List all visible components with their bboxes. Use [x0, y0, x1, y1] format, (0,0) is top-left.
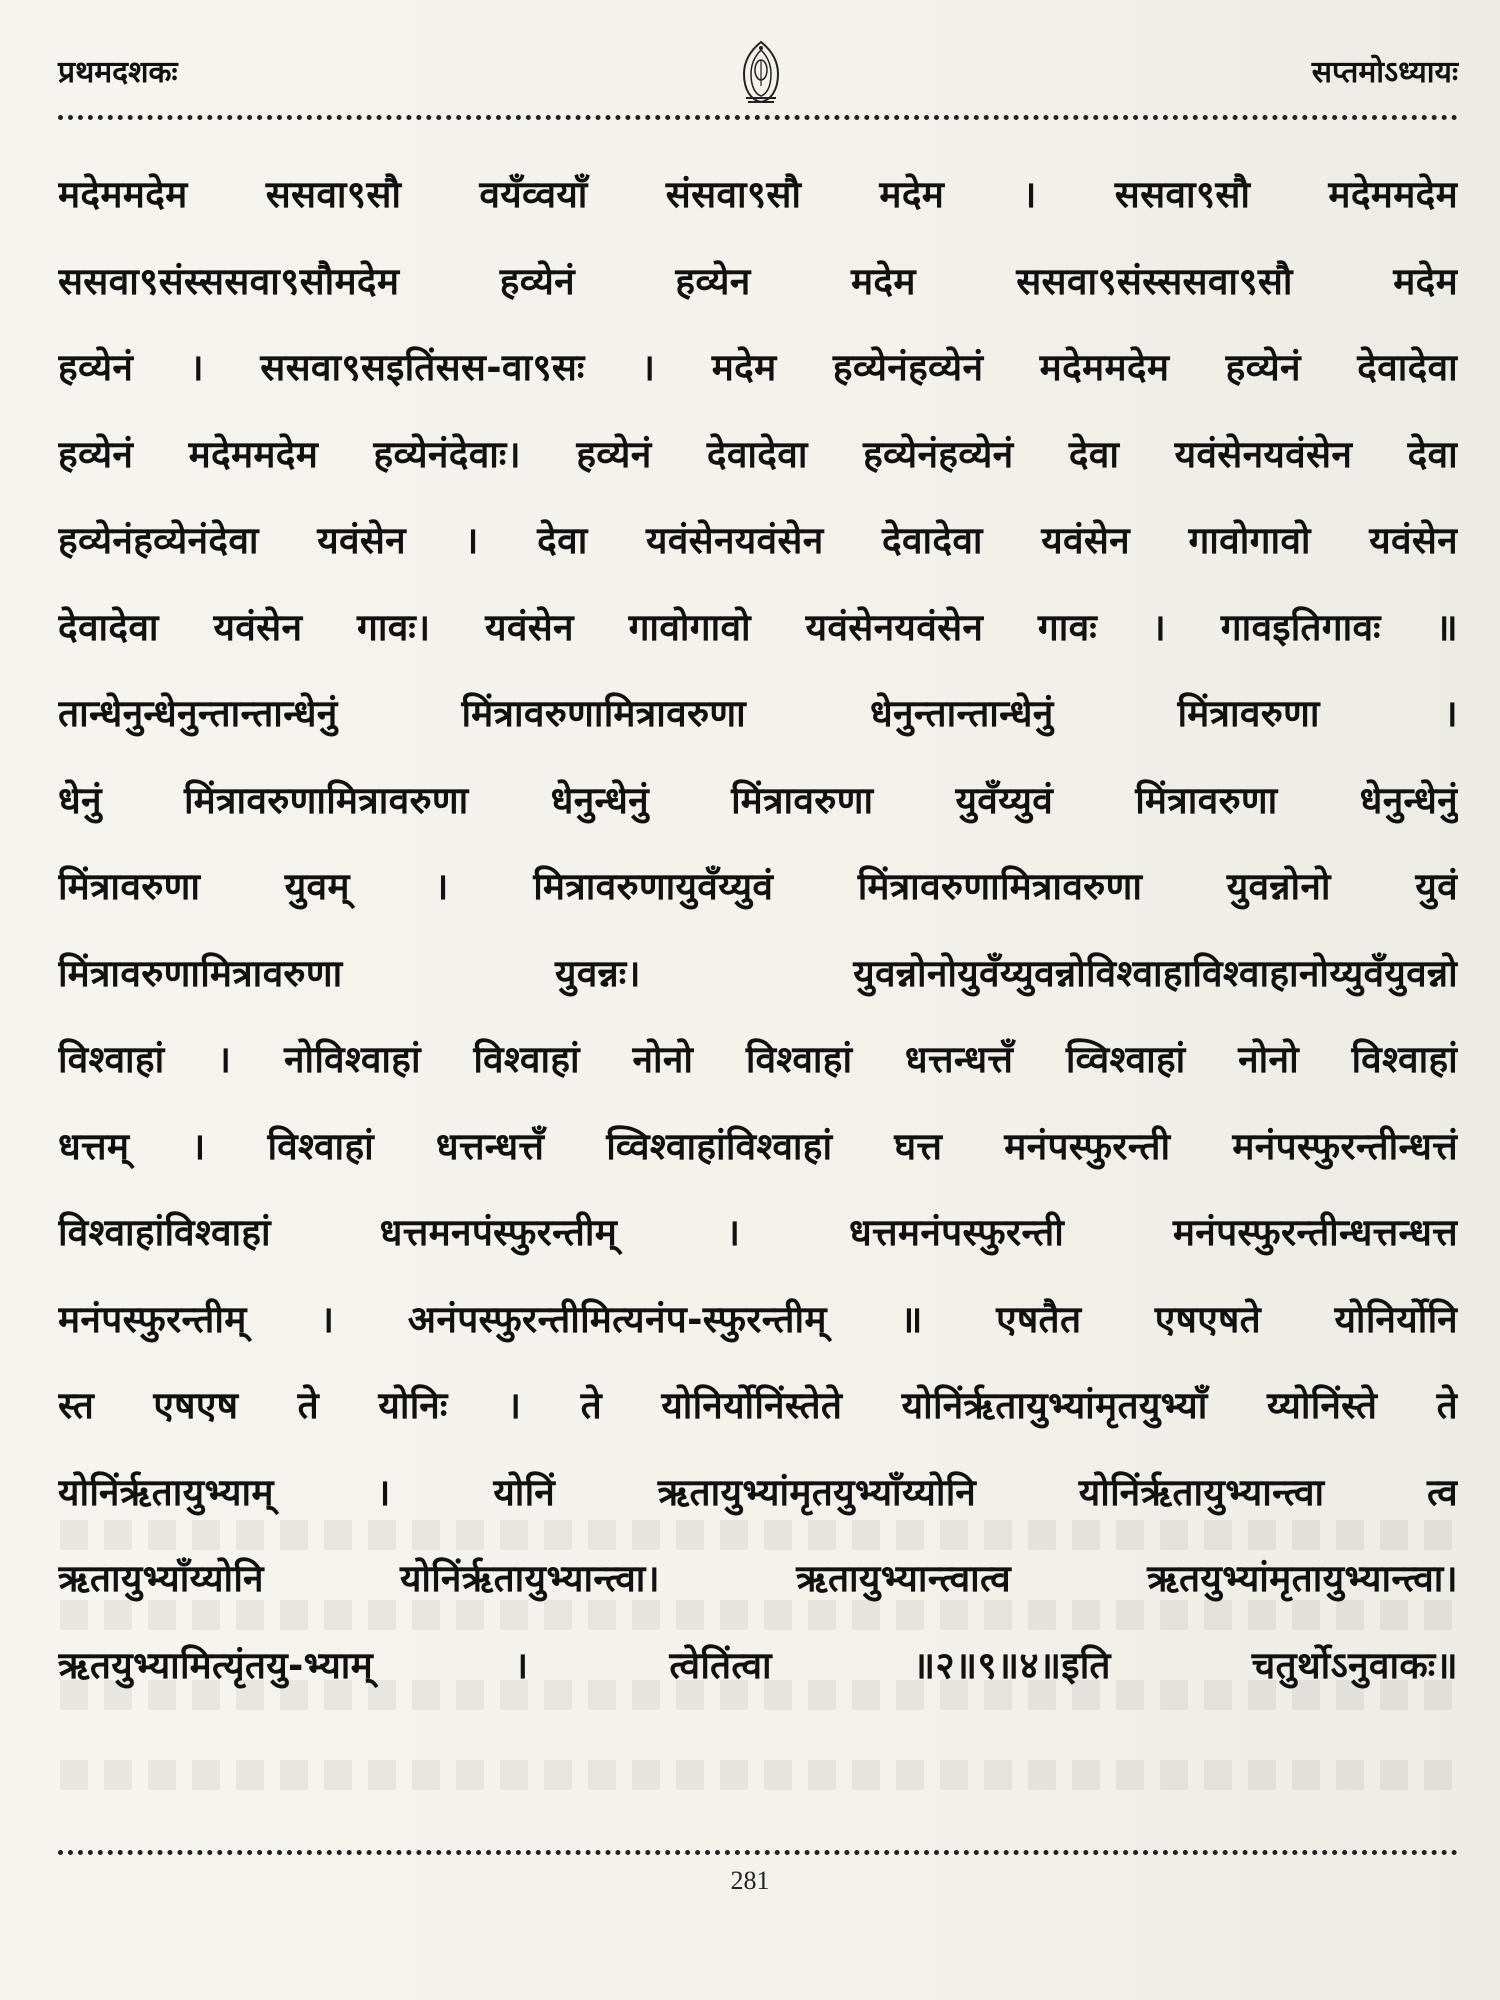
text-line: मदेममदेम ससवा९सौ वयँव्वयाँ संसवा९सौ मदेम । ससवा९सौ मदेममदेम	[58, 173, 1458, 216]
text-line: ऋतायुभ्याँय्योनि योनिंर्ऋतायुभ्यान्त्वा। ऋतायुभ्यान्त्वात्व ऋतयुभ्यांमृतायुभ्यान्त्वा।	[58, 1557, 1458, 1600]
text-line: मिंत्रावरुणामित्रावरुणा युवन्नः। युवन्नोनोयुवँय्युवन्नोविश्वाहाविश्वाहानोय्युवँयुवन्नो	[58, 951, 1458, 995]
text-line: स्त एषएष ते योनिः । ते योनिर्योनिंस्तेते योनिंर्ऋतायुभ्यांमृतयुभ्याँ य्योनिंस्ते ते	[58, 1384, 1458, 1427]
sanskrit-text-body	[58, 170, 1458, 1727]
text-line: धेनुं मिंत्रावरुणामित्रावरुणा धेनुन्धेनुं मिंत्रावरुणा युवँय्युवं मिंत्रावरुणा धेनुन्धेनुं	[58, 778, 1458, 822]
page-number: 281	[730, 1866, 770, 1895]
text-line: हव्येनं मदेममदेम हव्येनंदेवाः। हव्येनं देवादेवा हव्येनंहव्येनं देवा यवंसेनयवंसेन देवा	[58, 432, 1458, 476]
text-line: तान्धेनुन्धेनुन्तान्तान्धेनुं मिंत्रावरुणामित्रावरुणा धेनुन्तान्तान्धेनुं मिंत्रावरुणा ।	[58, 692, 1458, 735]
text-line: ऋतयुभ्यामित्यृंतयु-भ्याम् । त्वेतिंत्वा ॥२॥९॥४॥इति चतुर्थोऽनुवाकः॥	[58, 1643, 1458, 1687]
deity-emblem-icon	[736, 40, 786, 104]
header-chapter-title: सप्तमोऽध्यायः	[1311, 55, 1458, 90]
text-line: मिंत्रावरुणा युवम् । मित्रावरुणायुवँय्युवं मिंत्रावरुणामित्रावरुणा युवन्नोनो युवं	[58, 865, 1458, 908]
text-line: योनिंर्ऋतायुभ्याम् । योनिं ऋतायुभ्यांमृतयुभ्याँय्योनि योनिंर्ऋतायुभ्यान्त्वा त्व	[58, 1470, 1458, 1514]
footer-divider	[58, 1850, 1458, 1855]
text-line: हव्येनं । ससवा९सइतिंसस-वा९सः । मदेम हव्येनंहव्येनं मदेममदेम हव्येनं देवादेवा	[58, 346, 1458, 389]
text-line: मनंपस्फुरन्तीम् । अनंपस्फुरन्तीमित्यनंप-स्फुरन्तीम् ॥ एषतैत एषएषते योनिर्योनि	[58, 1297, 1458, 1341]
running-header	[58, 40, 1458, 100]
text-line: ससवा९संस्ससवा९सौमदेम हव्येनं हव्येन मदेम ससवा९संस्ससवा९सौ मदेम	[58, 259, 1458, 303]
text-line: विश्वाहां । नोविश्वाहां विश्वाहां नोनो विश्वाहां धत्तन्धत्तँ व्विश्वाहां नोनो विश्वाहां	[58, 1038, 1458, 1081]
bleed-through-text	[60, 1760, 1460, 1790]
text-line: धत्तम् । विश्वाहां धत्तन्धत्तँ व्विश्वाहांविश्वाहां घत्त मनंपस्फुरन्ती मनंपस्फुरन्तीन्धत्तं	[58, 1124, 1458, 1168]
text-line: विश्वाहांविश्वाहां धत्तमनपंस्फुरन्तीम् । धत्तमनंपस्फुरन्ती मनंपस्फुरन्तीन्धत्तन्धत्त	[58, 1211, 1458, 1254]
header-divider	[58, 115, 1458, 120]
text-line: हव्येनंहव्येनंदेवा यवंसेन । देवा यवंसेनयवंसेन देवादेवा यवंसेन गावोगावो यवंसेन	[58, 519, 1458, 562]
text-line: देवादेवा यवंसेन गावः। यवंसेन गावोगावो यवंसेनयवंसेन गावः । गावइतिगावः ॥	[58, 605, 1458, 649]
header-section-title: प्रथमदशकः	[58, 55, 178, 90]
